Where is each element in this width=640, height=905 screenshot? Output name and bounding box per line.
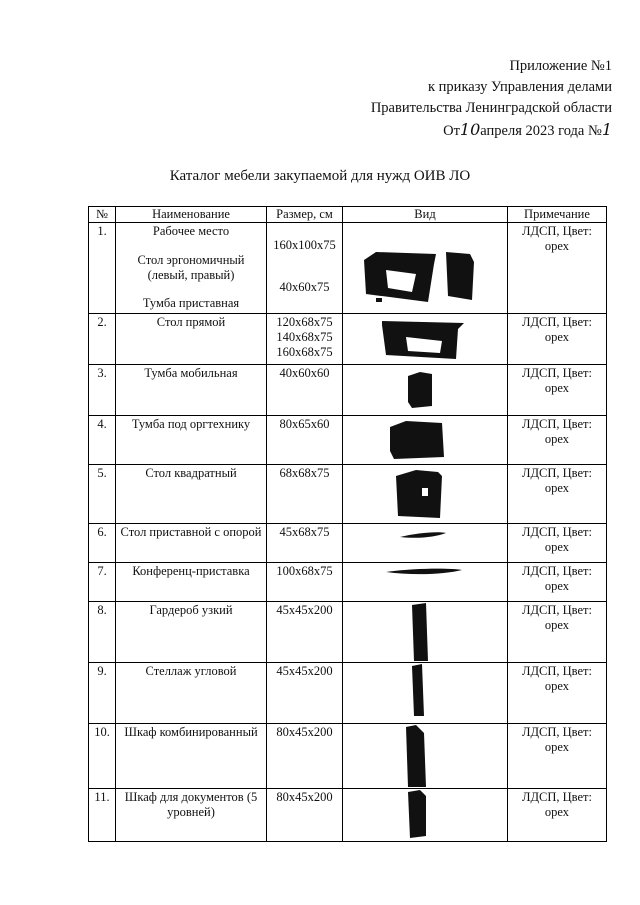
narrow-wardrobe-icon [346, 603, 510, 661]
office-equipment-cabinet-icon [346, 417, 510, 463]
conference-extension-icon [346, 564, 510, 600]
table-row [89, 365, 607, 416]
row-number: 11. [89, 789, 116, 842]
column-header-note: Примечание [508, 207, 607, 223]
row-name-part: Стол эргономичный (левый, правый) [137, 253, 245, 282]
size-value: 40х60х75 [279, 280, 330, 294]
date-prefix: От [443, 123, 460, 139]
table-row [89, 789, 607, 842]
row-view [343, 524, 508, 563]
row-note: ЛДСП, Цвет: орех [508, 602, 607, 663]
column-header-number: № [89, 207, 116, 223]
date-text: апреля 2023 года № [480, 123, 602, 139]
column-header-name: Наименование [116, 207, 267, 223]
row-size: 100х68х75 [267, 563, 343, 602]
row-name: Шкаф для документов (5 уровней) [116, 789, 267, 842]
row-name: Тумба под оргтехнику [116, 416, 267, 465]
row-view [343, 663, 508, 724]
row-view [343, 724, 508, 789]
row-view [343, 602, 508, 663]
appendix-label: Приложение №1 [509, 58, 612, 74]
row-number: 7. [89, 563, 116, 602]
row-view [343, 465, 508, 524]
row-note: ЛДСП, Цвет: орех [508, 563, 607, 602]
size-value: 160х68х75 [276, 345, 333, 359]
row-size: 45х45х200 [267, 663, 343, 724]
row-name-part: Тумба приставная [142, 296, 240, 310]
row-size [267, 314, 343, 365]
workstation-icon [346, 224, 510, 312]
corner-shelf-icon [346, 664, 510, 722]
furniture-catalog-table [88, 206, 607, 842]
column-header-view: Вид [343, 207, 508, 223]
desk-icon [346, 315, 510, 363]
handwritten-number: 1 [601, 120, 612, 139]
table-row [89, 524, 607, 563]
row-name: Стол квадратный [116, 465, 267, 524]
row-size: 68х68х75 [267, 465, 343, 524]
row-name: Тумба мобильная [116, 365, 267, 416]
catalog-title: Каталог мебели закупаемой для нужд ОИВ ЛО [169, 168, 471, 184]
row-note: ЛДСП, Цвет: орех [508, 416, 607, 465]
row-number: 8. [89, 602, 116, 663]
row-note: ЛДСП, Цвет: орех [508, 223, 607, 314]
row-size: 80х45х200 [267, 789, 343, 842]
row-view [343, 365, 508, 416]
document-cabinet-icon [346, 790, 510, 840]
row-name [116, 223, 267, 314]
size-value: 160х100х75 [273, 238, 336, 252]
table-row [89, 602, 607, 663]
table-row [89, 465, 607, 524]
organization-name: Правительства Ленинградской области [370, 100, 612, 116]
row-size: 45х45х200 [267, 602, 343, 663]
row-note: ЛДСП, Цвет: орех [508, 314, 607, 365]
order-date-line [371, 119, 612, 142]
row-note: ЛДСП, Цвет: орех [508, 524, 607, 563]
combined-cabinet-icon [346, 725, 510, 787]
order-reference: к приказу Управления делами [428, 79, 612, 95]
row-size: 80х45х200 [267, 724, 343, 789]
row-name: Шкаф комбинированный [116, 724, 267, 789]
row-name: Стол прямой [116, 314, 267, 365]
row-number: 9. [89, 663, 116, 724]
row-size: 80х65х60 [267, 416, 343, 465]
table-header-row [89, 207, 607, 223]
row-name: Стеллаж угловой [116, 663, 267, 724]
row-note: ЛДСП, Цвет: орех [508, 789, 607, 842]
row-number: 6. [89, 524, 116, 563]
row-name-part: Рабочее место [152, 224, 230, 238]
table-row [89, 724, 607, 789]
row-size: 40х60х60 [267, 365, 343, 416]
document-header [371, 56, 612, 142]
row-note: ЛДСП, Цвет: орех [508, 663, 607, 724]
row-name: Стол приставной с опорой [116, 524, 267, 563]
row-note: ЛДСП, Цвет: орех [508, 365, 607, 416]
row-view [343, 223, 508, 314]
row-note: ЛДСП, Цвет: орех [508, 724, 607, 789]
size-value: 140х68х75 [276, 330, 333, 344]
row-number: 3. [89, 365, 116, 416]
table-row [89, 563, 607, 602]
table-row [89, 663, 607, 724]
row-number: 10. [89, 724, 116, 789]
table-row [89, 314, 607, 365]
row-number: 5. [89, 465, 116, 524]
row-note: ЛДСП, Цвет: орех [508, 465, 607, 524]
row-name: Гардероб узкий [116, 602, 267, 663]
table-row [89, 416, 607, 465]
row-number: 2. [89, 314, 116, 365]
row-size: 45х68х75 [267, 524, 343, 563]
mobile-pedestal-icon [346, 366, 510, 414]
size-value: 120х68х75 [276, 315, 333, 329]
handwritten-day: 10 [459, 120, 481, 139]
row-number: 4. [89, 416, 116, 465]
table-row [89, 223, 607, 314]
row-view [343, 314, 508, 365]
square-table-icon [346, 466, 510, 522]
row-view [343, 563, 508, 602]
row-name: Конференц-приставка [116, 563, 267, 602]
column-header-size: Размер, см [267, 207, 343, 223]
row-view [343, 416, 508, 465]
row-size [267, 223, 343, 314]
row-view [343, 789, 508, 842]
side-table-icon [346, 525, 510, 561]
row-number: 1. [89, 223, 116, 314]
